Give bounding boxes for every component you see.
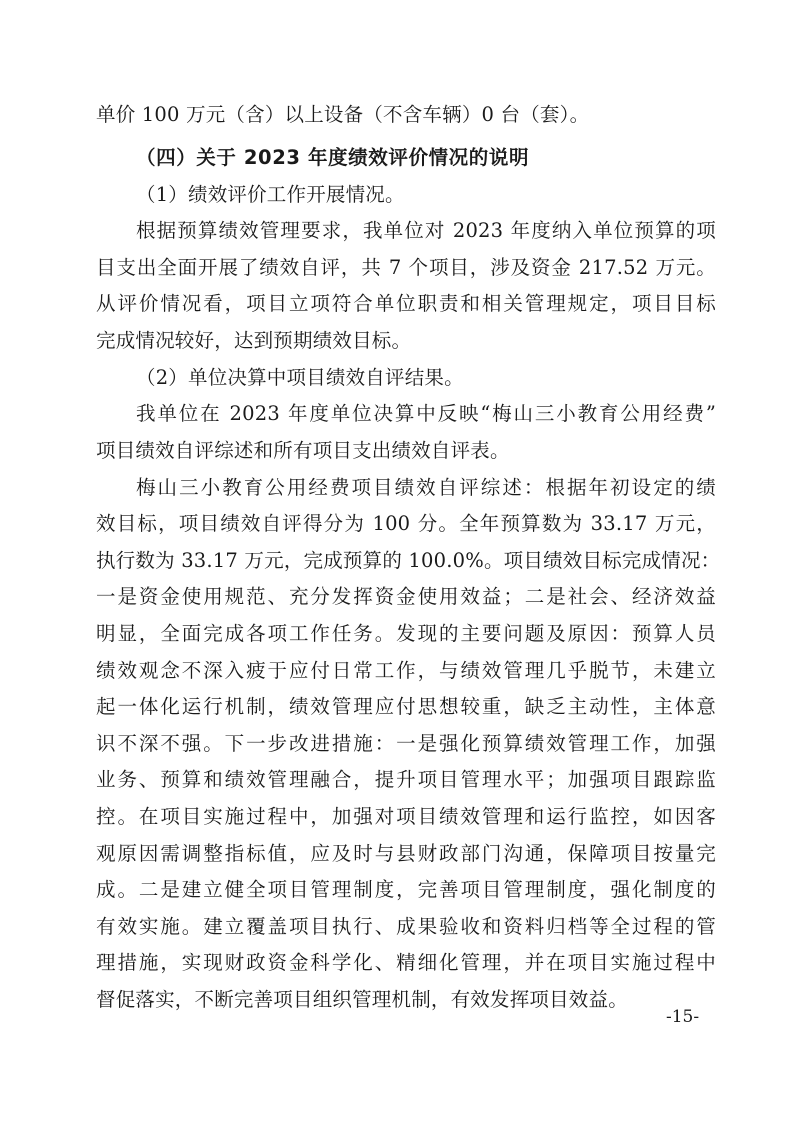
body-line: 从评价情况看，项目立项符合单位职责和相关管理规定，项目目标: [96, 292, 716, 315]
body-line: 理措施，实现财政资金科学化、精细化管理，并在项目实施过程中: [96, 951, 716, 974]
body-line: 有效实施。建立覆盖项目执行、成果验收和资料归档等全过程的管: [96, 915, 716, 938]
body-line: 项目绩效自评综述和所有项目支出绩效自评表。: [96, 439, 510, 462]
body-line: 目支出全面开展了绩效自评，共 7 个项目，涉及资金 217.52 万元。: [96, 256, 716, 279]
page-number: -15-: [666, 1007, 700, 1027]
body-line: 根据预算绩效管理要求，我单位对 2023 年度纳入单位预算的项: [136, 219, 716, 242]
subsection-heading: （1）绩效评价工作开展情况。: [136, 183, 405, 206]
body-line: 识不深不强。下一步改进措施：一是强化预算绩效管理工作，加强: [96, 732, 716, 755]
body-line: 明显，全面完成各项工作任务。发现的主要问题及原因：预算人员: [96, 622, 716, 645]
body-line: 单价 100 万元（含）以上设备（不含车辆）0 台（套）。: [96, 103, 590, 126]
body-line: 绩效观念不深入疲于应付日常工作，与绩效管理几乎脱节，未建立: [96, 659, 716, 682]
body-line: 起一体化运行机制，绩效管理应付思想较重，缺乏主动性，主体意: [96, 695, 716, 718]
subsection-heading: （2）单位决算中项目绩效自评结果。: [136, 366, 464, 389]
body-line: 我单位在 2023 年度单位决算中反映“梅山三小教育公用经费”: [136, 402, 716, 425]
body-line: 完成情况较好，达到预期绩效目标。: [96, 329, 412, 352]
body-line: 梅山三小教育公用经费项目绩效自评综述：根据年初设定的绩: [136, 476, 716, 499]
body-line: 执行数为 33.17 万元，完成预算的 100.0%。项目绩效目标完成情况：: [96, 549, 721, 572]
body-line: 控。在项目实施过程中，加强对项目绩效管理和运行监控，如因客: [96, 805, 716, 828]
body-line: 效目标，项目绩效自评得分为 100 分。全年预算数为 33.17 万元，: [96, 512, 716, 535]
body-line: 督促落实，不断完善项目组织管理机制，有效发挥项目效益。: [96, 988, 628, 1011]
section-heading: （四）关于 2023 年度绩效评价情况的说明: [136, 146, 530, 169]
body-line: 成。二是建立健全项目管理制度，完善项目管理制度，强化制度的: [96, 878, 716, 901]
body-line: 观原因需调整指标值，应及时与县财政部门沟通，保障项目按量完: [96, 842, 716, 865]
body-line: 业务、预算和绩效管理融合，提升项目管理水平；加强项目跟踪监: [96, 768, 716, 791]
body-line: 一是资金使用规范、充分发挥资金使用效益；二是社会、经济效益: [96, 585, 716, 608]
